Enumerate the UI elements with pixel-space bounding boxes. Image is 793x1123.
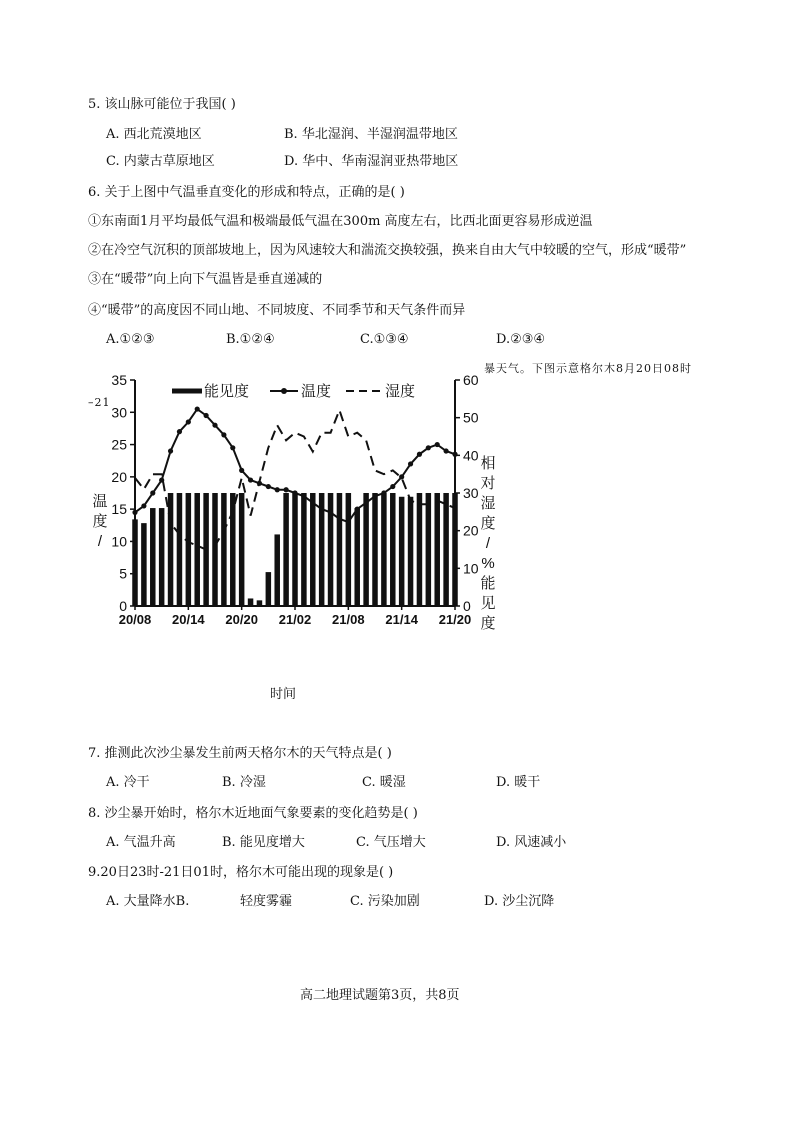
left-axis-label (92, 493, 107, 550)
legend-visibility-label: 能见度 (204, 382, 250, 400)
temperature-point (204, 413, 209, 418)
temperature-point (364, 500, 369, 505)
left-tick-label: 20 (111, 468, 127, 485)
axis-label-char: 相 (480, 455, 496, 472)
temperature-point (337, 516, 342, 521)
side-label: –21 (88, 396, 111, 409)
temperature-point (132, 510, 137, 515)
x-axis-ticks (119, 606, 472, 627)
visibility-bar (443, 493, 449, 606)
right-tick-label: 10 (463, 560, 479, 577)
q6-option-b: B.①②④ (226, 332, 275, 347)
visibility-bar (168, 493, 174, 606)
visibility-bar (292, 493, 298, 606)
left-tick-label: 25 (111, 436, 127, 453)
right-tick-label: 0 (463, 598, 471, 614)
q5-option-b: B. 华北湿润、半湿润温带地区 (284, 127, 458, 142)
q5-stem: 5. 该山脉可能位于我国( ) (88, 97, 236, 112)
legend-temperature-label: 温度 (301, 382, 332, 400)
right-tick-label: 20 (463, 522, 479, 539)
q9-option-c: C. 污染加剧 (350, 894, 420, 909)
visibility-bar (150, 508, 156, 606)
right-axis-label (480, 455, 495, 632)
visibility-bar (248, 598, 254, 606)
q6-option-c: C.①③④ (360, 332, 409, 347)
q8-option-c: C. 气压增大 (356, 835, 426, 850)
axis-label-char: 度 (480, 515, 496, 532)
temperature-point (195, 406, 200, 411)
visibility-bar (141, 523, 147, 606)
left-tick-label: 5 (119, 565, 127, 582)
axis-label-char: 度 (92, 513, 108, 530)
q8-option-d: D. 风速减小 (496, 835, 567, 850)
temperature-point (239, 468, 244, 473)
temperature-point (426, 445, 431, 450)
temperature-point (141, 503, 146, 508)
q8-stem: 8. 沙尘暴开始时，格尔木近地面气象要素的变化趋势是( ) (88, 806, 418, 821)
temperature-point (150, 490, 155, 495)
visibility-bar (274, 534, 280, 606)
right-tick-label: 60 (463, 372, 479, 388)
axis-label-char: 见 (480, 595, 496, 612)
axis-label-char: 度 (480, 615, 496, 632)
visibility-bar (434, 493, 440, 606)
q6-statement-1: ①东南面1月平均最低气温和极端最低气温在300m 高度左右，比西北面更容易形成逆温 (88, 214, 593, 229)
visibility-bar (337, 493, 343, 606)
visibility-bar (283, 493, 289, 606)
weather-chart (80, 358, 500, 708)
legend (172, 382, 415, 400)
axis-label-char: 温 (92, 493, 108, 510)
visibility-bar (239, 493, 245, 606)
visibility-bars (132, 493, 458, 606)
temperature-point (221, 432, 226, 437)
temperature-point (168, 448, 173, 453)
q6-statement-2: ②在冷空气沉积的顶部坡地上，因为风速较大和湍流交换较强，换来自由大气中较暖的空气，形成“暖带” (88, 243, 687, 258)
visibility-bar (354, 508, 360, 606)
page-footer: 高二地理试题第3页，共8页 (300, 988, 460, 1003)
temperature-point (292, 490, 297, 495)
visibility-bar (417, 493, 423, 606)
temperature-point (230, 445, 235, 450)
temperature-point (435, 442, 440, 447)
legend-temperature-marker (281, 388, 287, 394)
temperature-point (266, 484, 271, 489)
q8-option-b: B. 能见度增大 (222, 835, 305, 850)
visibility-bar (194, 493, 200, 606)
temperature-point (444, 448, 449, 453)
right-tick-label: 30 (463, 485, 479, 501)
visibility-bar (177, 493, 183, 606)
temperature-point (399, 474, 404, 479)
temperature-point (284, 487, 289, 492)
temperature-point (248, 477, 253, 482)
temperature-point (417, 452, 422, 457)
visibility-bar (426, 493, 432, 606)
q5-option-d: D. 华中、华南湿润亚热带地区 (284, 154, 459, 169)
visibility-bar (159, 508, 165, 606)
visibility-bar (372, 493, 378, 606)
left-tick-label: 15 (111, 501, 127, 518)
visibility-bar (346, 493, 352, 606)
visibility-bar (381, 493, 387, 606)
temperature-point (177, 429, 182, 434)
left-tick-label: 35 (111, 372, 127, 388)
q6-option-d: D.②③④ (496, 332, 546, 347)
x-tick-label: 21/02 (278, 612, 312, 627)
q6-option-a: A.①②③ (106, 332, 155, 347)
right-tick-label: 50 (463, 409, 479, 426)
axis-label-char: / (97, 533, 103, 550)
visibility-bar (212, 493, 218, 606)
q7-option-a: A. 冷干 (106, 775, 150, 790)
q9-option-a: A. 大量降水B. (106, 894, 190, 909)
q7-option-c: C. 暖湿 (362, 775, 406, 790)
x-tick-label: 21/08 (332, 612, 365, 627)
temperature-point (301, 494, 306, 499)
temperature-point (319, 507, 324, 512)
visibility-bar (399, 497, 405, 606)
q9-option-d: D. 沙尘沉降 (484, 894, 555, 909)
q7-stem: 7. 推测此次沙尘暴发生前两天格尔木的天气特点是( ) (88, 746, 392, 761)
visibility-bar (390, 493, 396, 606)
q7-option-b: B. 冷湿 (222, 775, 266, 790)
x-tick-label: 21/20 (438, 612, 472, 627)
temperature-point (275, 487, 280, 492)
x-tick-label: 20/14 (172, 612, 205, 627)
q6-stem: 6. 关于上图中气温垂直变化的形成和特点，正确的是( ) (88, 185, 405, 200)
temperature-point (452, 452, 457, 457)
right-axis-ticks (455, 372, 479, 614)
x-tick-label: 20/08 (118, 612, 152, 627)
x-axis-label: 时间 (270, 687, 297, 702)
q6-statement-3: ③在“暖带”向上向下气温皆是垂直递减的 (88, 272, 323, 287)
temperature-point (408, 461, 413, 466)
visibility-bar (266, 572, 272, 606)
temperature-point (186, 419, 191, 424)
intro-fragment: 暴天气。下图示意格尔木8月20日08时 (484, 362, 692, 375)
q6-statement-4: ④“暖带”的高度因不同山地、不同坡度、不同季节和天气条件而异 (88, 303, 466, 318)
x-tick-label: 20/20 (225, 612, 258, 627)
visibility-bar (186, 493, 192, 606)
temperature-point (159, 477, 164, 482)
visibility-bar (310, 493, 316, 606)
q9-stem: 9.20日23时-21日01时，格尔木可能出现的现象是( ) (88, 865, 394, 880)
axis-label-char: 能 (480, 575, 496, 592)
q8-option-a: A. 气温升高 (106, 835, 176, 850)
axis-label-char: 湿 (480, 495, 496, 512)
axis-label-char: / (485, 535, 491, 552)
axis-label-char: 对 (480, 475, 496, 492)
legend-humidity-label: 湿度 (385, 382, 416, 400)
temperature-point (310, 500, 315, 505)
x-tick-label: 21/14 (385, 612, 418, 627)
temperature-point (257, 481, 262, 486)
visibility-bar (301, 493, 307, 606)
visibility-bar (363, 493, 369, 606)
temperature-point (328, 510, 333, 515)
left-tick-label: 30 (111, 404, 127, 421)
visibility-bar (408, 497, 414, 606)
left-axis-ticks (111, 372, 135, 614)
q7-option-d: D. 暖干 (496, 775, 541, 790)
axis-label-char: % (481, 555, 495, 572)
left-tick-label: 10 (111, 533, 127, 550)
visibility-bar (221, 493, 227, 606)
temperature-point (212, 423, 217, 428)
q9-option-b: 轻度雾霾 (240, 894, 293, 909)
temperature-point (381, 490, 386, 495)
right-tick-label: 40 (463, 447, 479, 464)
q5-option-c: C. 内蒙古草原地区 (106, 154, 215, 169)
temperature-point (372, 494, 377, 499)
temperature-point (346, 519, 351, 524)
temperature-point (390, 484, 395, 489)
temperature-point (355, 507, 360, 512)
q5-option-a: A. 西北荒漠地区 (106, 127, 202, 142)
left-tick-label: 0 (119, 598, 127, 614)
